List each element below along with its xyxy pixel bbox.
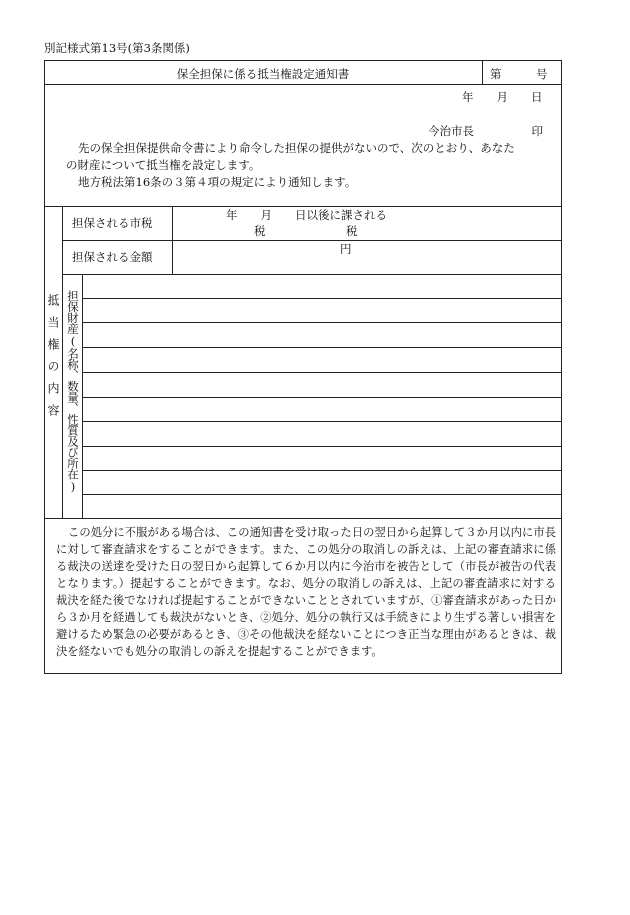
date-field: 年 月 日 <box>462 90 543 104</box>
appeal-notice: この処分に不服がある場合は、この通知書を受け取った日の翌日から起算して３か月以内に市長に対して審査請求をすることができます。また、この処分の取消しの訴えは、上記の審査請求に係る裁決の送達を受けた日の翌日から起算して６か月以内に今治市を被告として（市長が被告の代表となります。）提起することができます。なお、処分の取消しの訴えは、上記の審査請求に対する裁決を経た後でなければ提起することができないこととされていますが、①審査請求があった日から３か月を経過しても裁決がないとき、②処分、処分の執行又は手続きにより生ずる著しい損害を避けるため緊急の必要があるとき、③その他裁決を経ないことにつき正当な理由があるときは、裁決を経ないでも処分の取消しの訴えを提起することができます。 <box>56 526 556 658</box>
body-line-3: 地方税法第16条の３第４項の規定により通知します。 <box>78 175 357 189</box>
body-line-1: 先の保全担保提供命令書により命令した担保の提供がないので、次のとおり、あなた <box>78 141 515 155</box>
title-row-divider <box>44 84 562 85</box>
property-line <box>82 446 562 447</box>
amount-row-divider <box>62 274 562 275</box>
tax-label: 担保される市税 <box>72 216 153 230</box>
number-field: 第 号 <box>490 67 548 81</box>
form-label: 別記様式第13号(第3条関係) <box>44 41 190 55</box>
number-cell-divider <box>482 60 483 84</box>
tax-value-line-1: 年 月 日以後に課される <box>226 208 387 222</box>
section-bottom-border <box>44 518 562 519</box>
property-label: 担保財産(名称、数量、性質及び所在) <box>66 290 80 493</box>
body-line-2: の財産について抵当権を設定します。 <box>66 158 261 172</box>
property-line <box>82 298 562 299</box>
property-label-divider <box>82 274 83 518</box>
property-line <box>82 421 562 422</box>
label-column-divider <box>172 206 173 274</box>
property-line <box>82 322 562 323</box>
tax-value-line-2: 税 税 <box>254 224 358 238</box>
tax-row-divider <box>62 240 562 241</box>
property-line <box>82 372 562 373</box>
property-line <box>82 397 562 398</box>
amount-label: 担保される金額 <box>72 250 153 264</box>
property-line <box>82 470 562 471</box>
property-line <box>82 347 562 348</box>
form-title: 保全担保に係る抵当権設定通知書 <box>176 67 350 81</box>
amount-unit: 円 <box>340 242 352 256</box>
issuer-signature: 今治市長 印 <box>428 124 543 138</box>
property-line <box>82 494 562 495</box>
section-title-lien-content: 抵当権の内容 <box>46 294 60 426</box>
